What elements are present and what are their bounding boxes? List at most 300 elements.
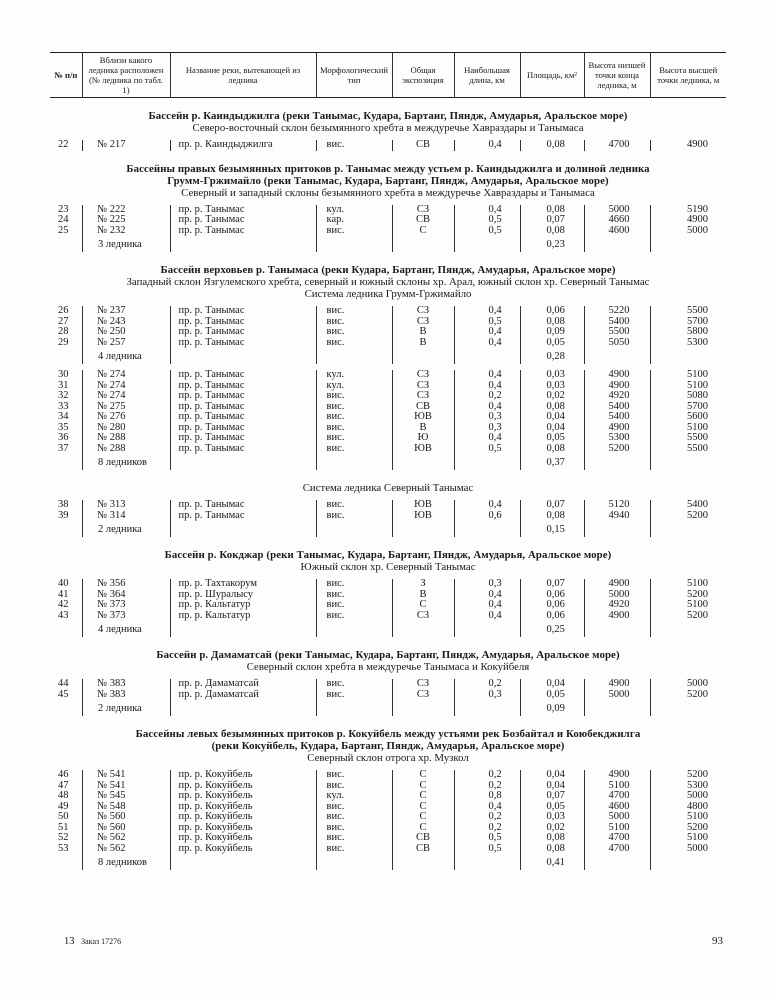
data-table	[50, 306, 726, 364]
row-number: 49	[58, 800, 69, 812]
high-point: 5300	[650, 338, 726, 349]
exposure: СЗ	[392, 679, 454, 690]
exposure: С	[392, 781, 454, 792]
area: 0,06	[520, 611, 584, 622]
river-name: пр. р. Дамаматсай	[170, 679, 316, 690]
low-point: 5100	[584, 823, 650, 834]
page-number: 93	[712, 935, 723, 947]
max-length: 0,5	[454, 226, 520, 237]
row-number: 44	[58, 678, 69, 689]
exposure: СВ	[392, 833, 454, 844]
spacer	[50, 470, 726, 482]
low-point: 5000	[584, 812, 650, 823]
section-subtitle: Северный и западный склоны безымянного хребта в междуречье Хавраздары и Танымаса	[181, 186, 595, 199]
table-row	[50, 306, 726, 317]
max-length: 0,5	[454, 844, 520, 855]
summary-empty-cell	[584, 348, 650, 364]
river-name: пр. р. Кокуйбель	[170, 812, 316, 823]
area: 0,03	[520, 812, 584, 823]
spacer	[50, 537, 726, 549]
summary-empty-cell	[316, 236, 392, 252]
high-point: 5100	[650, 833, 726, 844]
high-point: 5200	[650, 823, 726, 834]
area: 0,03	[520, 381, 584, 392]
glacier-ref: № 232	[82, 226, 170, 237]
exposure: С	[392, 600, 454, 611]
morph-type: кул.	[316, 370, 392, 381]
morph-type: вис.	[316, 812, 392, 823]
row-number: 50	[58, 811, 69, 822]
exposure: ЮВ	[392, 511, 454, 522]
low-point: 5050	[584, 338, 650, 349]
glacier-ref: № 257	[82, 338, 170, 349]
glacier-ref: № 237	[82, 306, 170, 317]
area: 0,08	[520, 140, 584, 151]
river-name: пр. р. Кокуйбель	[170, 781, 316, 792]
low-point: 5000	[584, 690, 650, 701]
table-row	[50, 770, 726, 781]
summary-empty-cell	[392, 521, 454, 537]
row-number: 24	[58, 214, 69, 225]
river-name: пр. р. Танымас	[170, 205, 316, 216]
table-row	[50, 444, 726, 455]
summary-area: 0,25	[520, 621, 584, 637]
table-body	[50, 98, 726, 870]
low-point: 4900	[584, 611, 650, 622]
exposure: СВ	[392, 402, 454, 413]
morph-type: вис.	[316, 226, 392, 237]
table-row	[50, 140, 726, 151]
river-name: пр. р. Танымас	[170, 511, 316, 522]
row-number: 39	[58, 509, 69, 521]
area: 0,08	[520, 226, 584, 237]
summary-empty-cell	[584, 700, 650, 716]
data-table	[50, 770, 726, 870]
table-row	[50, 327, 726, 338]
row-number: 31	[58, 379, 69, 391]
summary-empty-cell	[454, 854, 520, 870]
row-number: 28	[58, 326, 69, 337]
low-point: 4920	[584, 600, 650, 611]
max-length: 0,4	[454, 500, 520, 511]
low-point: 4600	[584, 802, 650, 813]
max-length: 0,8	[454, 791, 520, 802]
glacier-ref: № 560	[82, 823, 170, 834]
row-number: 25	[58, 224, 69, 236]
summary-empty-cell	[316, 700, 392, 716]
summary-count: 4 ледника	[98, 351, 142, 362]
area: 0,09	[520, 327, 584, 338]
high-point: 5700	[650, 317, 726, 328]
row-number: 53	[58, 842, 69, 854]
section-subtitle: Северо-восточный склон безымянного хребта в междуречье Хавраздары и Танымаса	[192, 122, 584, 134]
data-table	[50, 140, 726, 151]
max-length: 0,4	[454, 802, 520, 813]
high-point: 4900	[650, 140, 726, 151]
max-length: 0,5	[454, 444, 520, 455]
row-number: 46	[58, 769, 69, 780]
morph-type: вис.	[316, 327, 392, 338]
glacier-ref: № 275	[82, 402, 170, 413]
morph-type: вис.	[316, 140, 392, 151]
river-name: пр. р. Каиндыджилга	[170, 140, 316, 151]
glacier-ref: № 314	[82, 511, 170, 522]
morph-type: вис.	[316, 317, 392, 328]
low-point: 5200	[584, 444, 650, 455]
summary-empty-cell	[392, 236, 454, 252]
summary-empty-cell	[170, 521, 316, 537]
section-title: Грумм-Гржимайло (реки Танымас, Кудара, Бартанг, Пяндж, Амударья, Аральское море)	[167, 174, 609, 187]
row-number: 26	[58, 305, 69, 316]
summary-empty-cell	[650, 348, 726, 364]
header-col-morph-type: Морфологический тип	[316, 53, 392, 98]
river-name: пр. р. Танымас	[170, 306, 316, 317]
morph-type: вис.	[316, 500, 392, 511]
high-point: 5500	[650, 433, 726, 444]
data-table	[50, 370, 726, 470]
table-row	[50, 833, 726, 844]
row-number: 22	[58, 139, 69, 150]
table-header	[50, 52, 726, 98]
max-length: 0,2	[454, 812, 520, 823]
river-name: пр. р. Тахтакорум	[170, 579, 316, 590]
max-length: 0,6	[454, 511, 520, 522]
row-number: 51	[58, 821, 69, 833]
summary-count: 4 ледника	[98, 624, 142, 635]
area: 0,04	[520, 423, 584, 434]
river-name: пр. р. Танымас	[170, 402, 316, 413]
section-title: (реки Кокуйбель, Кудара, Бартанг, Пяндж, Амударья, Аральское море)	[211, 740, 565, 752]
area: 0,05	[520, 433, 584, 444]
river-name: пр. р. Кокуйбель	[170, 802, 316, 813]
summary-row	[50, 521, 726, 537]
spacer	[50, 637, 726, 649]
high-point: 5500	[650, 306, 726, 317]
river-name: пр. р. Кальтатур	[170, 611, 316, 622]
section-title: Бассейны правых безымянных притоков р. Танымас между устьем р. Каиндыджилга и долиной ледника	[126, 162, 650, 175]
max-length: 0,4	[454, 600, 520, 611]
area: 0,08	[520, 444, 584, 455]
morph-type: вис.	[316, 823, 392, 834]
glacier-ref: № 373	[82, 600, 170, 611]
area: 0,05	[520, 802, 584, 813]
exposure: СЗ	[392, 317, 454, 328]
morph-type: вис.	[316, 306, 392, 317]
table-row	[50, 412, 726, 423]
table-row	[50, 338, 726, 349]
summary-empty-cell	[584, 621, 650, 637]
max-length: 0,4	[454, 306, 520, 317]
morph-type: вис.	[316, 402, 392, 413]
max-length: 0,4	[454, 327, 520, 338]
low-point: 5400	[584, 317, 650, 328]
data-table	[50, 579, 726, 637]
summary-empty-cell	[584, 236, 650, 252]
summary-empty-cell	[392, 854, 454, 870]
summary-row	[50, 621, 726, 637]
row-number: 30	[58, 369, 69, 380]
section-title: Бассейн р. Каиндыджилга (реки Танымас, Кудара, Бартанг, Пяндж, Амударья, Аральское море)	[148, 110, 628, 122]
glacier-ref: № 545	[82, 791, 170, 802]
exposure: С	[392, 823, 454, 834]
max-length: 0,3	[454, 579, 520, 590]
header-col-exposure: Общая экспозиция	[392, 53, 454, 98]
area: 0,03	[520, 370, 584, 381]
morph-type: вис.	[316, 679, 392, 690]
summary-empty-cell	[584, 454, 650, 470]
table-row	[50, 226, 726, 237]
row-number: 29	[58, 336, 69, 348]
morph-type: вис.	[316, 781, 392, 792]
exposure: С	[392, 802, 454, 813]
table-row	[50, 391, 726, 402]
summary-empty-cell	[650, 236, 726, 252]
area: 0,04	[520, 770, 584, 781]
high-point: 5100	[650, 381, 726, 392]
row-number: 38	[58, 499, 69, 510]
morph-type: кул.	[316, 381, 392, 392]
low-point: 4900	[584, 770, 650, 781]
header-col-high-point: Высота высшей точки ледника, м	[650, 53, 726, 98]
low-point: 4900	[584, 423, 650, 434]
summary-empty-cell	[454, 454, 520, 470]
glacier-ref: № 313	[82, 500, 170, 511]
row-number: 27	[58, 315, 69, 327]
glacier-ref: № 288	[82, 444, 170, 455]
low-point: 4900	[584, 370, 650, 381]
high-point: 5100	[650, 579, 726, 590]
summary-empty-cell	[316, 348, 392, 364]
low-point: 4600	[584, 226, 650, 237]
exposure: С	[392, 770, 454, 781]
summary-empty-cell	[650, 521, 726, 537]
low-point: 4900	[584, 381, 650, 392]
high-point: 5400	[650, 500, 726, 511]
summary-empty-cell	[170, 236, 316, 252]
river-name: пр. р. Танымас	[170, 370, 316, 381]
summary-empty-cell	[454, 236, 520, 252]
header-col-length: Наибольшая длина, км	[454, 53, 520, 98]
summary-empty-cell	[650, 854, 726, 870]
river-name: пр. р. Кокуйбель	[170, 770, 316, 781]
max-length: 0,4	[454, 338, 520, 349]
max-length: 0,4	[454, 140, 520, 151]
data-table	[50, 205, 726, 253]
area: 0,07	[520, 500, 584, 511]
low-point: 5000	[584, 590, 650, 601]
summary-empty-cell	[454, 348, 520, 364]
morph-type: кул.	[316, 791, 392, 802]
river-name: пр. р. Кокуйбель	[170, 791, 316, 802]
exposure: СЗ	[392, 611, 454, 622]
summary-area: 0,28	[520, 348, 584, 364]
morph-type: вис.	[316, 391, 392, 402]
high-point: 5000	[650, 679, 726, 690]
document-page	[50, 52, 726, 870]
area: 0,06	[520, 600, 584, 611]
summary-count: 8 ледников	[98, 457, 147, 468]
low-point: 4700	[584, 844, 650, 855]
area: 0,02	[520, 391, 584, 402]
high-point: 5200	[650, 770, 726, 781]
summary-empty-cell	[170, 854, 316, 870]
table-row	[50, 690, 726, 701]
section-title: Бассейны левых безымянных притоков р. Кокуйбель между устьями рек Бозбайтал и Коюбекджилга	[135, 728, 641, 740]
footer-print-info	[64, 936, 121, 947]
morph-type: вис.	[316, 833, 392, 844]
glacier-ref: № 225	[82, 215, 170, 226]
max-length: 0,2	[454, 770, 520, 781]
summary-empty-cell	[170, 700, 316, 716]
summary-empty-cell	[170, 621, 316, 637]
morph-type: вис.	[316, 511, 392, 522]
row-number: 23	[58, 203, 69, 215]
exposure: СЗ	[392, 306, 454, 317]
summary-area: 0,23	[520, 236, 584, 252]
exposure: ЮВ	[392, 412, 454, 423]
exposure: В	[392, 327, 454, 338]
morph-type: вис.	[316, 412, 392, 423]
max-length: 0,2	[454, 391, 520, 402]
summary-empty-cell	[584, 521, 650, 537]
high-point: 4800	[650, 802, 726, 813]
summary-empty-cell	[316, 521, 392, 537]
river-name: пр. р. Танымас	[170, 226, 316, 237]
glacier-ref: № 274	[82, 391, 170, 402]
table-row	[50, 679, 726, 690]
summary-area: 0,37	[520, 454, 584, 470]
max-length: 0,3	[454, 412, 520, 423]
exposure: В	[392, 338, 454, 349]
summary-empty-cell	[392, 700, 454, 716]
low-point: 5120	[584, 500, 650, 511]
morph-type: вис.	[316, 338, 392, 349]
high-point: 5200	[650, 511, 726, 522]
low-point: 4920	[584, 391, 650, 402]
summary-row	[50, 700, 726, 716]
row-number: 32	[58, 390, 69, 401]
river-name: пр. р. Танымас	[170, 327, 316, 338]
table-row	[50, 791, 726, 802]
glacier-ref: № 562	[82, 844, 170, 855]
morph-type: вис.	[316, 590, 392, 601]
summary-row	[50, 236, 726, 252]
table-row	[50, 611, 726, 622]
spacer	[50, 252, 726, 264]
glacier-ref: № 383	[82, 679, 170, 690]
morph-type: вис.	[316, 690, 392, 701]
exposure: В	[392, 590, 454, 601]
row-number: 52	[58, 832, 69, 843]
section-title: Бассейн р. Дамаматсай (реки Танымас, Кудара, Бартанг, Пяндж, Амударья, Аральское море)	[156, 649, 620, 661]
spacer	[50, 98, 726, 110]
high-point: 5500	[650, 444, 726, 455]
summary-empty-cell	[392, 454, 454, 470]
glacier-system-title: Система ледника Грумм-Гржимайло	[304, 288, 472, 300]
river-name: пр. р. Танымас	[170, 215, 316, 226]
table-row	[50, 844, 726, 855]
area: 0,07	[520, 215, 584, 226]
exposure: СЗ	[392, 370, 454, 381]
morph-type: вис.	[316, 423, 392, 434]
river-name: пр. р. Танымас	[170, 391, 316, 402]
exposure: ЮВ	[392, 500, 454, 511]
exposure: СЗ	[392, 690, 454, 701]
max-length: 0,4	[454, 370, 520, 381]
max-length: 0,5	[454, 833, 520, 844]
area: 0,08	[520, 205, 584, 216]
morph-type: кул.	[316, 205, 392, 216]
morph-type: вис.	[316, 770, 392, 781]
area: 0,04	[520, 781, 584, 792]
summary-row	[50, 454, 726, 470]
low-point: 5220	[584, 306, 650, 317]
morph-type: вис.	[316, 844, 392, 855]
max-length: 0,4	[454, 611, 520, 622]
spacer	[50, 151, 726, 163]
row-number: 41	[58, 588, 69, 600]
glacier-ref: № 288	[82, 433, 170, 444]
table-row	[50, 433, 726, 444]
high-point: 5080	[650, 391, 726, 402]
row-number: 40	[58, 578, 69, 589]
morph-type: вис.	[316, 433, 392, 444]
max-length: 0,5	[454, 215, 520, 226]
header-col-area: Площадь, км²	[520, 53, 584, 98]
summary-empty-cell	[650, 621, 726, 637]
area: 0,07	[520, 579, 584, 590]
row-number: 47	[58, 779, 69, 791]
area: 0,08	[520, 844, 584, 855]
exposure: В	[392, 423, 454, 434]
high-point: 5000	[650, 791, 726, 802]
high-point: 5100	[650, 600, 726, 611]
exposure: СЗ	[392, 381, 454, 392]
order-number: Заказ 17276	[81, 937, 122, 946]
glacier-ref: № 276	[82, 412, 170, 423]
glacier-ref: № 280	[82, 423, 170, 434]
section-subtitle: Западный склон Язгулемского хребта, северный и южный склоны хр. Арал, южный склон хр. Северный Танымас	[126, 276, 650, 288]
glacier-ref: № 217	[82, 140, 170, 151]
low-point: 4700	[584, 140, 650, 151]
glacier-ref: № 562	[82, 833, 170, 844]
high-point: 5600	[650, 412, 726, 423]
section-subtitle: Система ледника Северный Танымас	[302, 482, 474, 494]
max-length: 0,2	[454, 781, 520, 792]
table-row	[50, 600, 726, 611]
max-length: 0,4	[454, 402, 520, 413]
river-name: пр. р. Танымас	[170, 500, 316, 511]
summary-empty-cell	[170, 454, 316, 470]
area: 0,05	[520, 690, 584, 701]
glacier-ref: № 274	[82, 370, 170, 381]
row-number: 48	[58, 790, 69, 801]
summary-empty-cell	[316, 621, 392, 637]
exposure: СЗ	[392, 205, 454, 216]
low-point: 4700	[584, 833, 650, 844]
high-point: 5200	[650, 611, 726, 622]
row-number: 35	[58, 421, 69, 433]
high-point: 5800	[650, 327, 726, 338]
glacier-ref: № 274	[82, 381, 170, 392]
glacier-ref: № 250	[82, 327, 170, 338]
area: 0,08	[520, 317, 584, 328]
table-row	[50, 370, 726, 381]
river-name: пр. р. Кокуйбель	[170, 844, 316, 855]
river-name: пр. р. Танымас	[170, 412, 316, 423]
header-col-near-glacier: Вблизи какого ледника расположен (№ ледника по табл. 1)	[82, 53, 170, 98]
exposure: С	[392, 791, 454, 802]
